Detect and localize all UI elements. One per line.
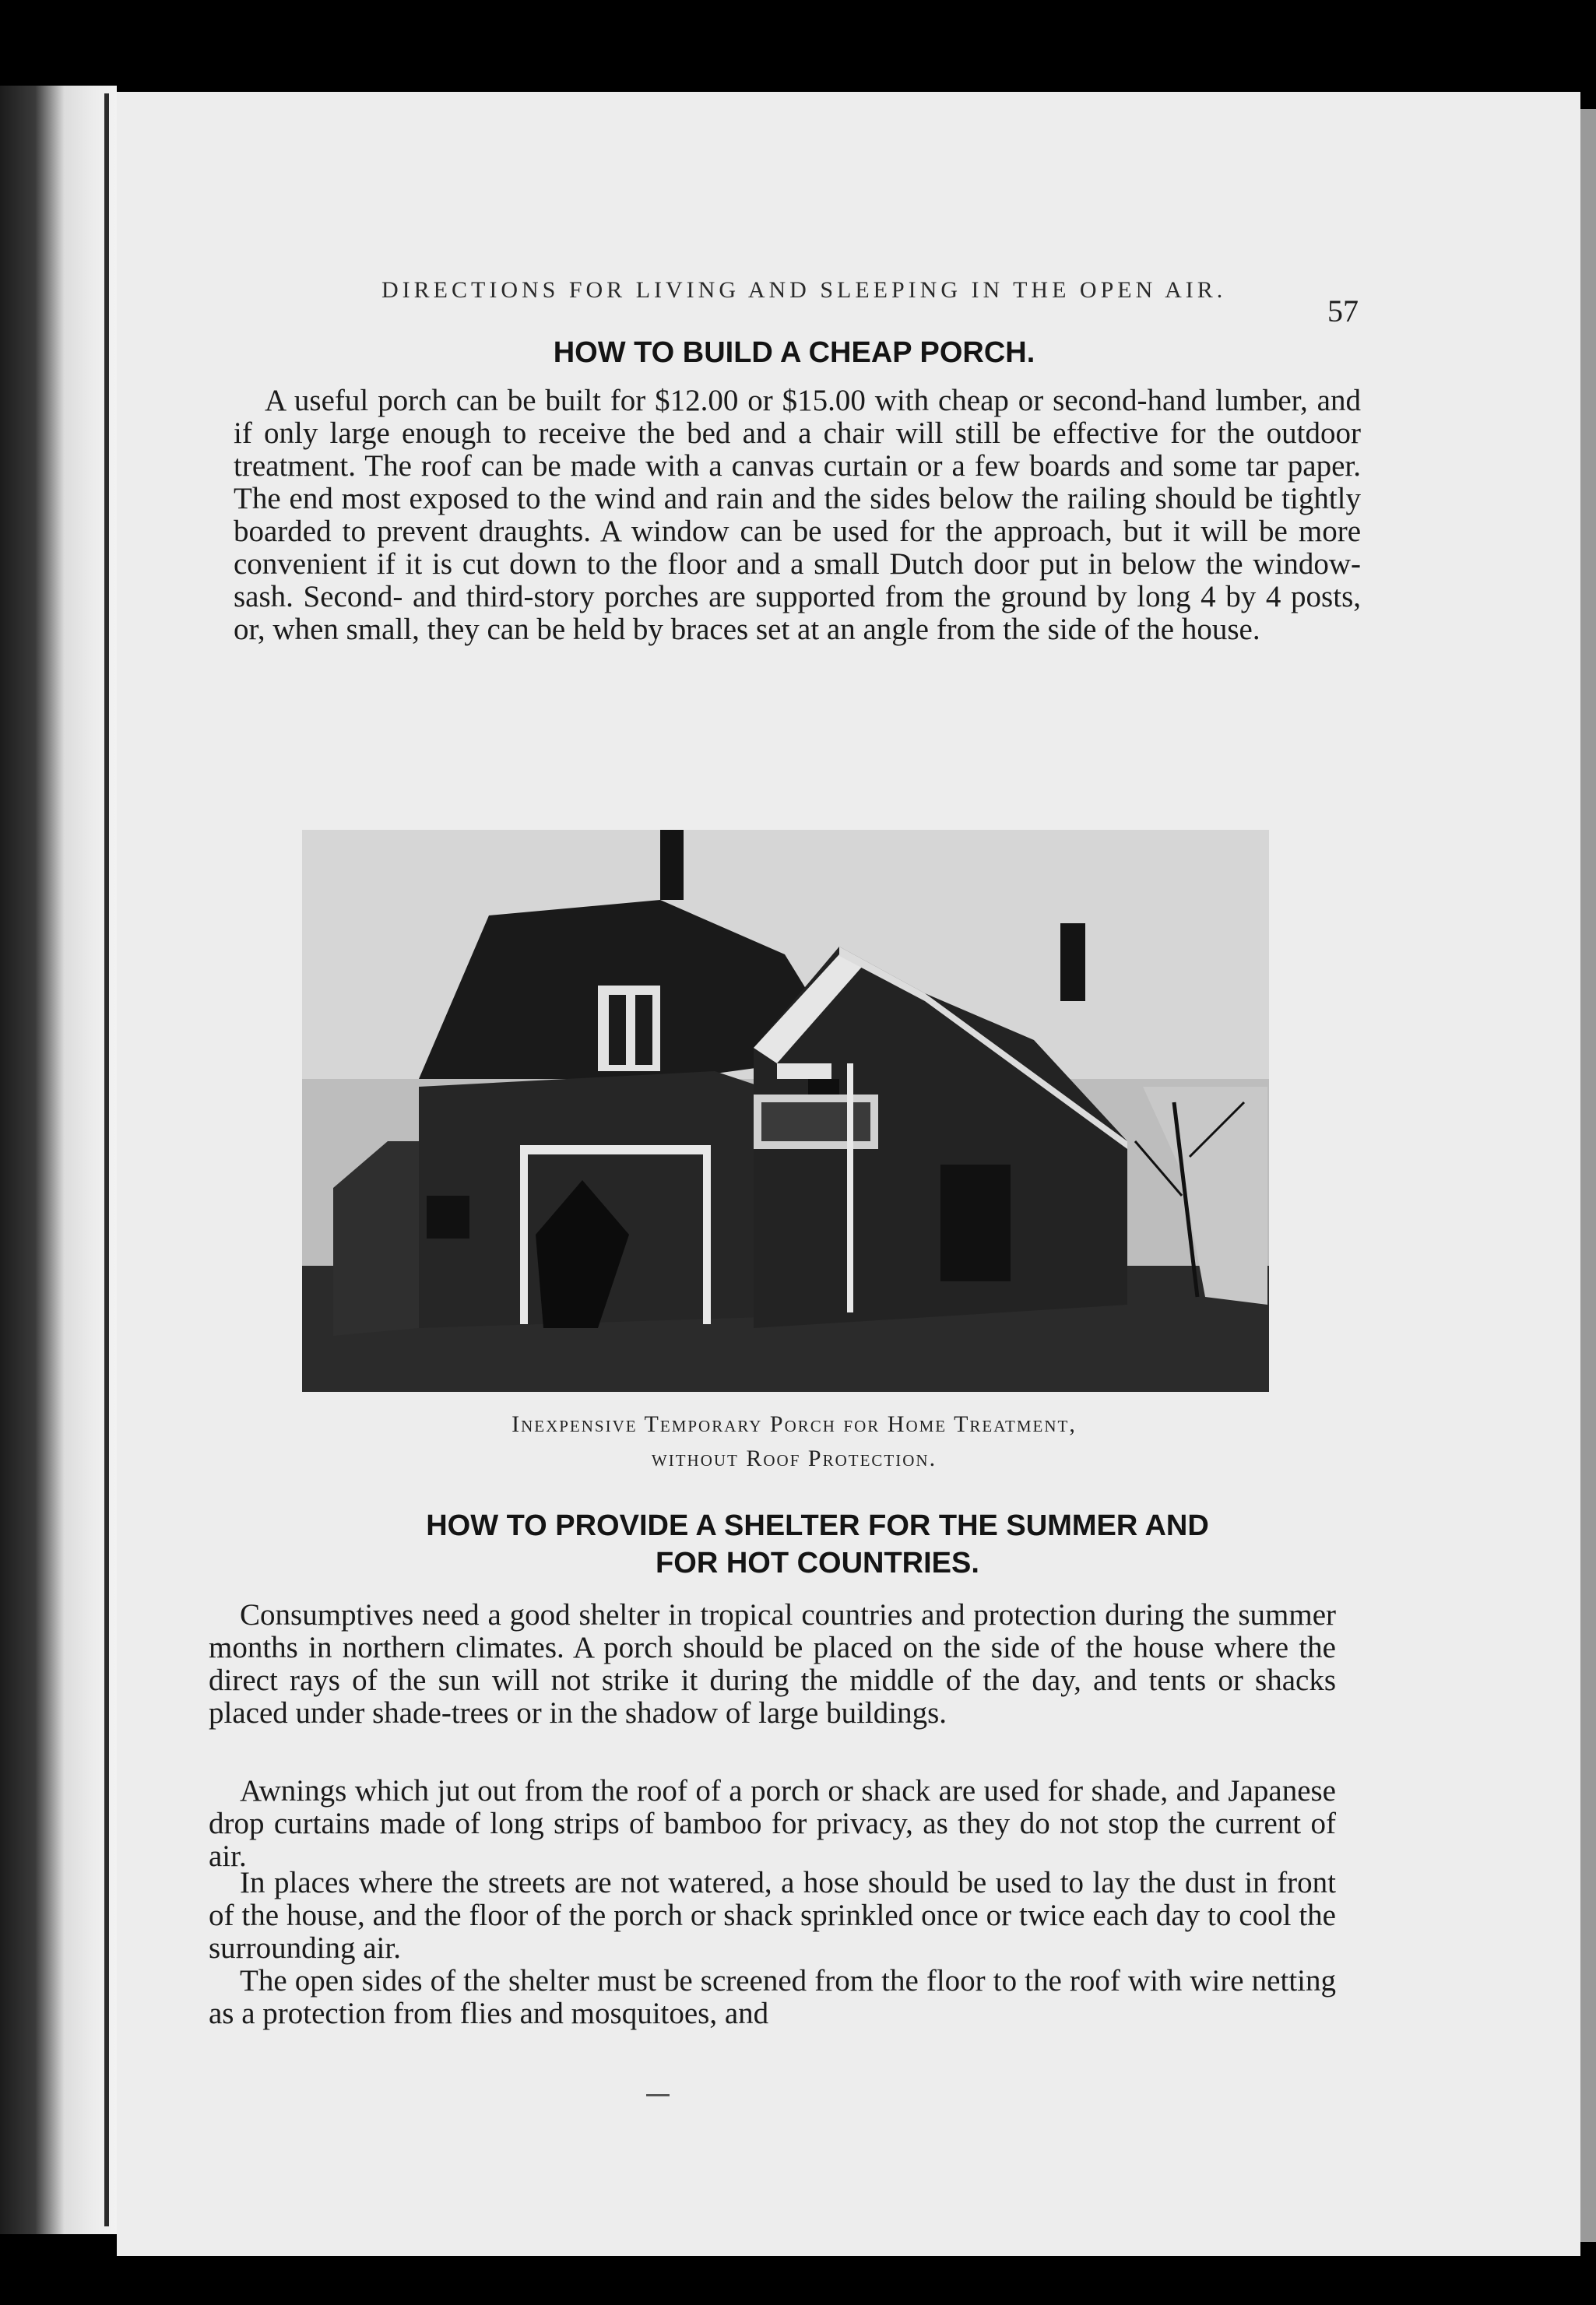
house-porch-photo	[302, 830, 1269, 1392]
section-heading-summer-shelter-line-2: FOR HOT COUNTRIES.	[656, 1547, 979, 1579]
figure-caption-line-2: without Roof Protection.	[651, 1446, 937, 1471]
paragraph-screening: The open sides of the shelter must be screened from the floor to the roof with wire netting as a protection from flies and mosquitoes, and	[209, 1964, 1336, 2030]
bottom-mark	[646, 2094, 670, 2096]
section-heading-summer-shelter	[280, 1507, 1355, 1582]
figure-caption	[389, 1407, 1199, 1476]
book-left-edge	[0, 86, 117, 2234]
section-heading-cheap-porch: HOW TO BUILD A CHEAP PORCH.	[553, 336, 1035, 369]
figure-caption-line-1: Inexpensive Temporary Porch for Home Treatment,	[511, 1411, 1077, 1437]
book-right-edge	[1580, 109, 1596, 2242]
page-number: 57	[1327, 293, 1359, 329]
paragraph-awnings: Awnings which jut out from the roof of a porch or shack are used for shade, and Japanese drop curtains made of long strips of bamboo for privacy, as they do not stop the current of air.	[209, 1774, 1336, 1873]
section-heading-summer-shelter-line-1: HOW TO PROVIDE A SHELTER FOR THE SUMMER AND	[426, 1509, 1209, 1542]
paragraph-dust-hose: In places where the streets are not watered, a hose should be used to lay the dust in front of the house, and the floor of the porch or shack sprinkled once or twice each day to cool the surrounding air.	[209, 1866, 1336, 1965]
running-head: DIRECTIONS FOR LIVING AND SLEEPING IN THE OPEN AIR.	[381, 277, 1227, 303]
paragraph-cheap-porch: A useful porch can be built for $12.00 or $15.00 with cheap or second-hand lumber, and if only large enough to receive the bed and a chair will still be effective for the outdoor treatment. The roof can be made with a canvas curtain or a few boards and some tar paper. The end most exposed to the wind and rain and the sides below the railing should be tightly boarded to prevent draughts. A window can be used for the approach, but it will be more convenient if it is cut down to the floor and a small Dutch door put in below the window-sash. Second- and third-story porches are supported from the ground by long 4 by 4 posts, or, when small, they can be held by braces set at an angle from the side of the house.	[234, 384, 1361, 646]
paragraph-consumptives-shelter: Consumptives need a good shelter in tropical countries and protection during the summer months in northern climates. A porch should be placed on the side of the house where the direct rays of the sun will not strike it during the middle of the day, and tents or shacks placed under shade-trees or in the shadow of large buildings.	[209, 1598, 1336, 1730]
book-gutter	[104, 93, 109, 2226]
